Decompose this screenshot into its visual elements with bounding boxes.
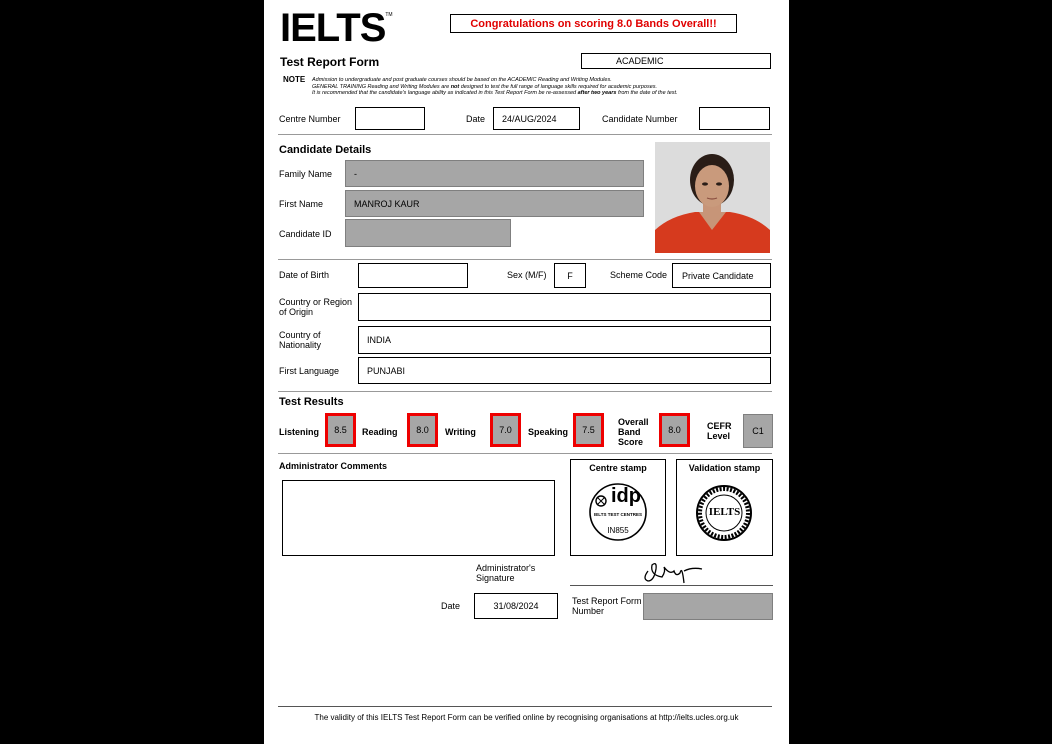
reading-score: 8.0 — [407, 413, 438, 447]
module-field: ACADEMIC — [581, 53, 771, 69]
first-name-field: MANROJ KAUR — [345, 190, 644, 217]
test-date-field: 24/AUG/2024 — [493, 107, 580, 130]
listening-score: 8.5 — [325, 413, 356, 447]
candidate-number-label: Candidate Number — [602, 114, 678, 124]
trf-number-label: Test Report Form Number — [572, 596, 642, 616]
writing-label: Writing — [445, 427, 476, 437]
signature-line — [570, 585, 773, 586]
admin-signature-image — [640, 557, 710, 585]
idp-brand-text: idp — [611, 485, 641, 507]
validation-stamp-label: Validation stamp — [688, 463, 761, 473]
validation-seal-text: IELTS — [708, 506, 741, 518]
divider — [278, 391, 772, 392]
form-title: Test Report Form — [280, 55, 380, 69]
ielts-logo: IELTS™ — [280, 6, 393, 50]
centre-number-label: Centre Number — [279, 114, 341, 124]
centre-stamp-label: Centre stamp — [589, 463, 647, 473]
scheme-code-label: Scheme Code — [610, 270, 668, 280]
family-name-field: - — [345, 160, 644, 187]
divider — [278, 134, 772, 135]
overall-band-score: 8.0 — [659, 413, 690, 447]
divider — [278, 453, 772, 454]
footer-text: The validity of this IELTS Test Report Form can be verified online by recognising organisations at http://ielts.ucles.org.uk — [314, 713, 739, 722]
centre-number-field — [355, 107, 425, 130]
note-text: Admission to undergraduate and post graduate courses should be based on the ACADEMIC Reading and Writing Modules. GENERAL TRAINING Reading and Writing Modules are not designed to test the full range of language skills required for academic purposes. It is recommended that the candidate's language ability as indicated in this Test Report Form be re-assessed after two years from the date of the test. — [312, 77, 678, 96]
first-language-field: PUNJABI — [358, 357, 771, 384]
sex-label: Sex (M/F) — [507, 270, 547, 280]
nationality-label: Country of Nationality — [279, 330, 322, 350]
cefr-level: C1 — [743, 414, 773, 448]
candidate-number-field — [699, 107, 770, 130]
scheme-code-field: Private Candidate — [672, 263, 771, 288]
family-name-label: Family Name — [279, 169, 333, 179]
reading-label: Reading — [362, 427, 398, 437]
writing-score: 7.0 — [490, 413, 521, 447]
test-report-form — [264, 0, 789, 744]
origin-label: Country or Region of Origin — [279, 297, 353, 317]
dob-field — [358, 263, 468, 288]
idp-sub-text: IELTS TEST CENTRES — [594, 512, 642, 517]
test-results-heading: Test Results — [279, 396, 344, 408]
admin-comments-label: Administrator Comments — [279, 461, 388, 471]
admin-signature-label: Administrator's Signature — [476, 563, 536, 583]
footer-divider — [278, 706, 772, 707]
admin-date-field: 31/08/2024 — [474, 593, 558, 619]
divider — [278, 259, 772, 260]
centre-stamp-box — [570, 459, 666, 556]
congratulations-banner: Congratulations on scoring 8.0 Bands Overall!! — [450, 14, 737, 33]
first-language-label: First Language — [279, 366, 340, 376]
centre-code-text: IN855 — [607, 526, 629, 535]
candidate-id-field — [345, 219, 511, 247]
candidate-details-heading: Candidate Details — [279, 144, 372, 156]
origin-field — [358, 293, 771, 321]
candidate-photo-image — [655, 142, 770, 253]
test-date-label: Date — [466, 114, 486, 124]
overall-band-label: Overall Band Score — [618, 417, 649, 447]
candidate-photo — [655, 142, 770, 253]
first-name-label: First Name — [279, 199, 324, 209]
admin-comments-box — [282, 480, 555, 556]
note-label: NOTE — [283, 75, 306, 84]
trf-number-field — [643, 593, 773, 620]
admin-date-label: Date — [441, 601, 461, 611]
speaking-label: Speaking — [528, 427, 569, 437]
listening-label: Listening — [279, 427, 319, 437]
cefr-label: CEFR Level — [707, 421, 732, 441]
validation-stamp-box — [676, 459, 773, 556]
candidate-id-label: Candidate ID — [279, 229, 332, 239]
sex-field: F — [554, 263, 586, 288]
nationality-field: INDIA — [358, 326, 771, 354]
dob-label: Date of Birth — [279, 270, 330, 280]
speaking-score: 7.5 — [573, 413, 604, 447]
